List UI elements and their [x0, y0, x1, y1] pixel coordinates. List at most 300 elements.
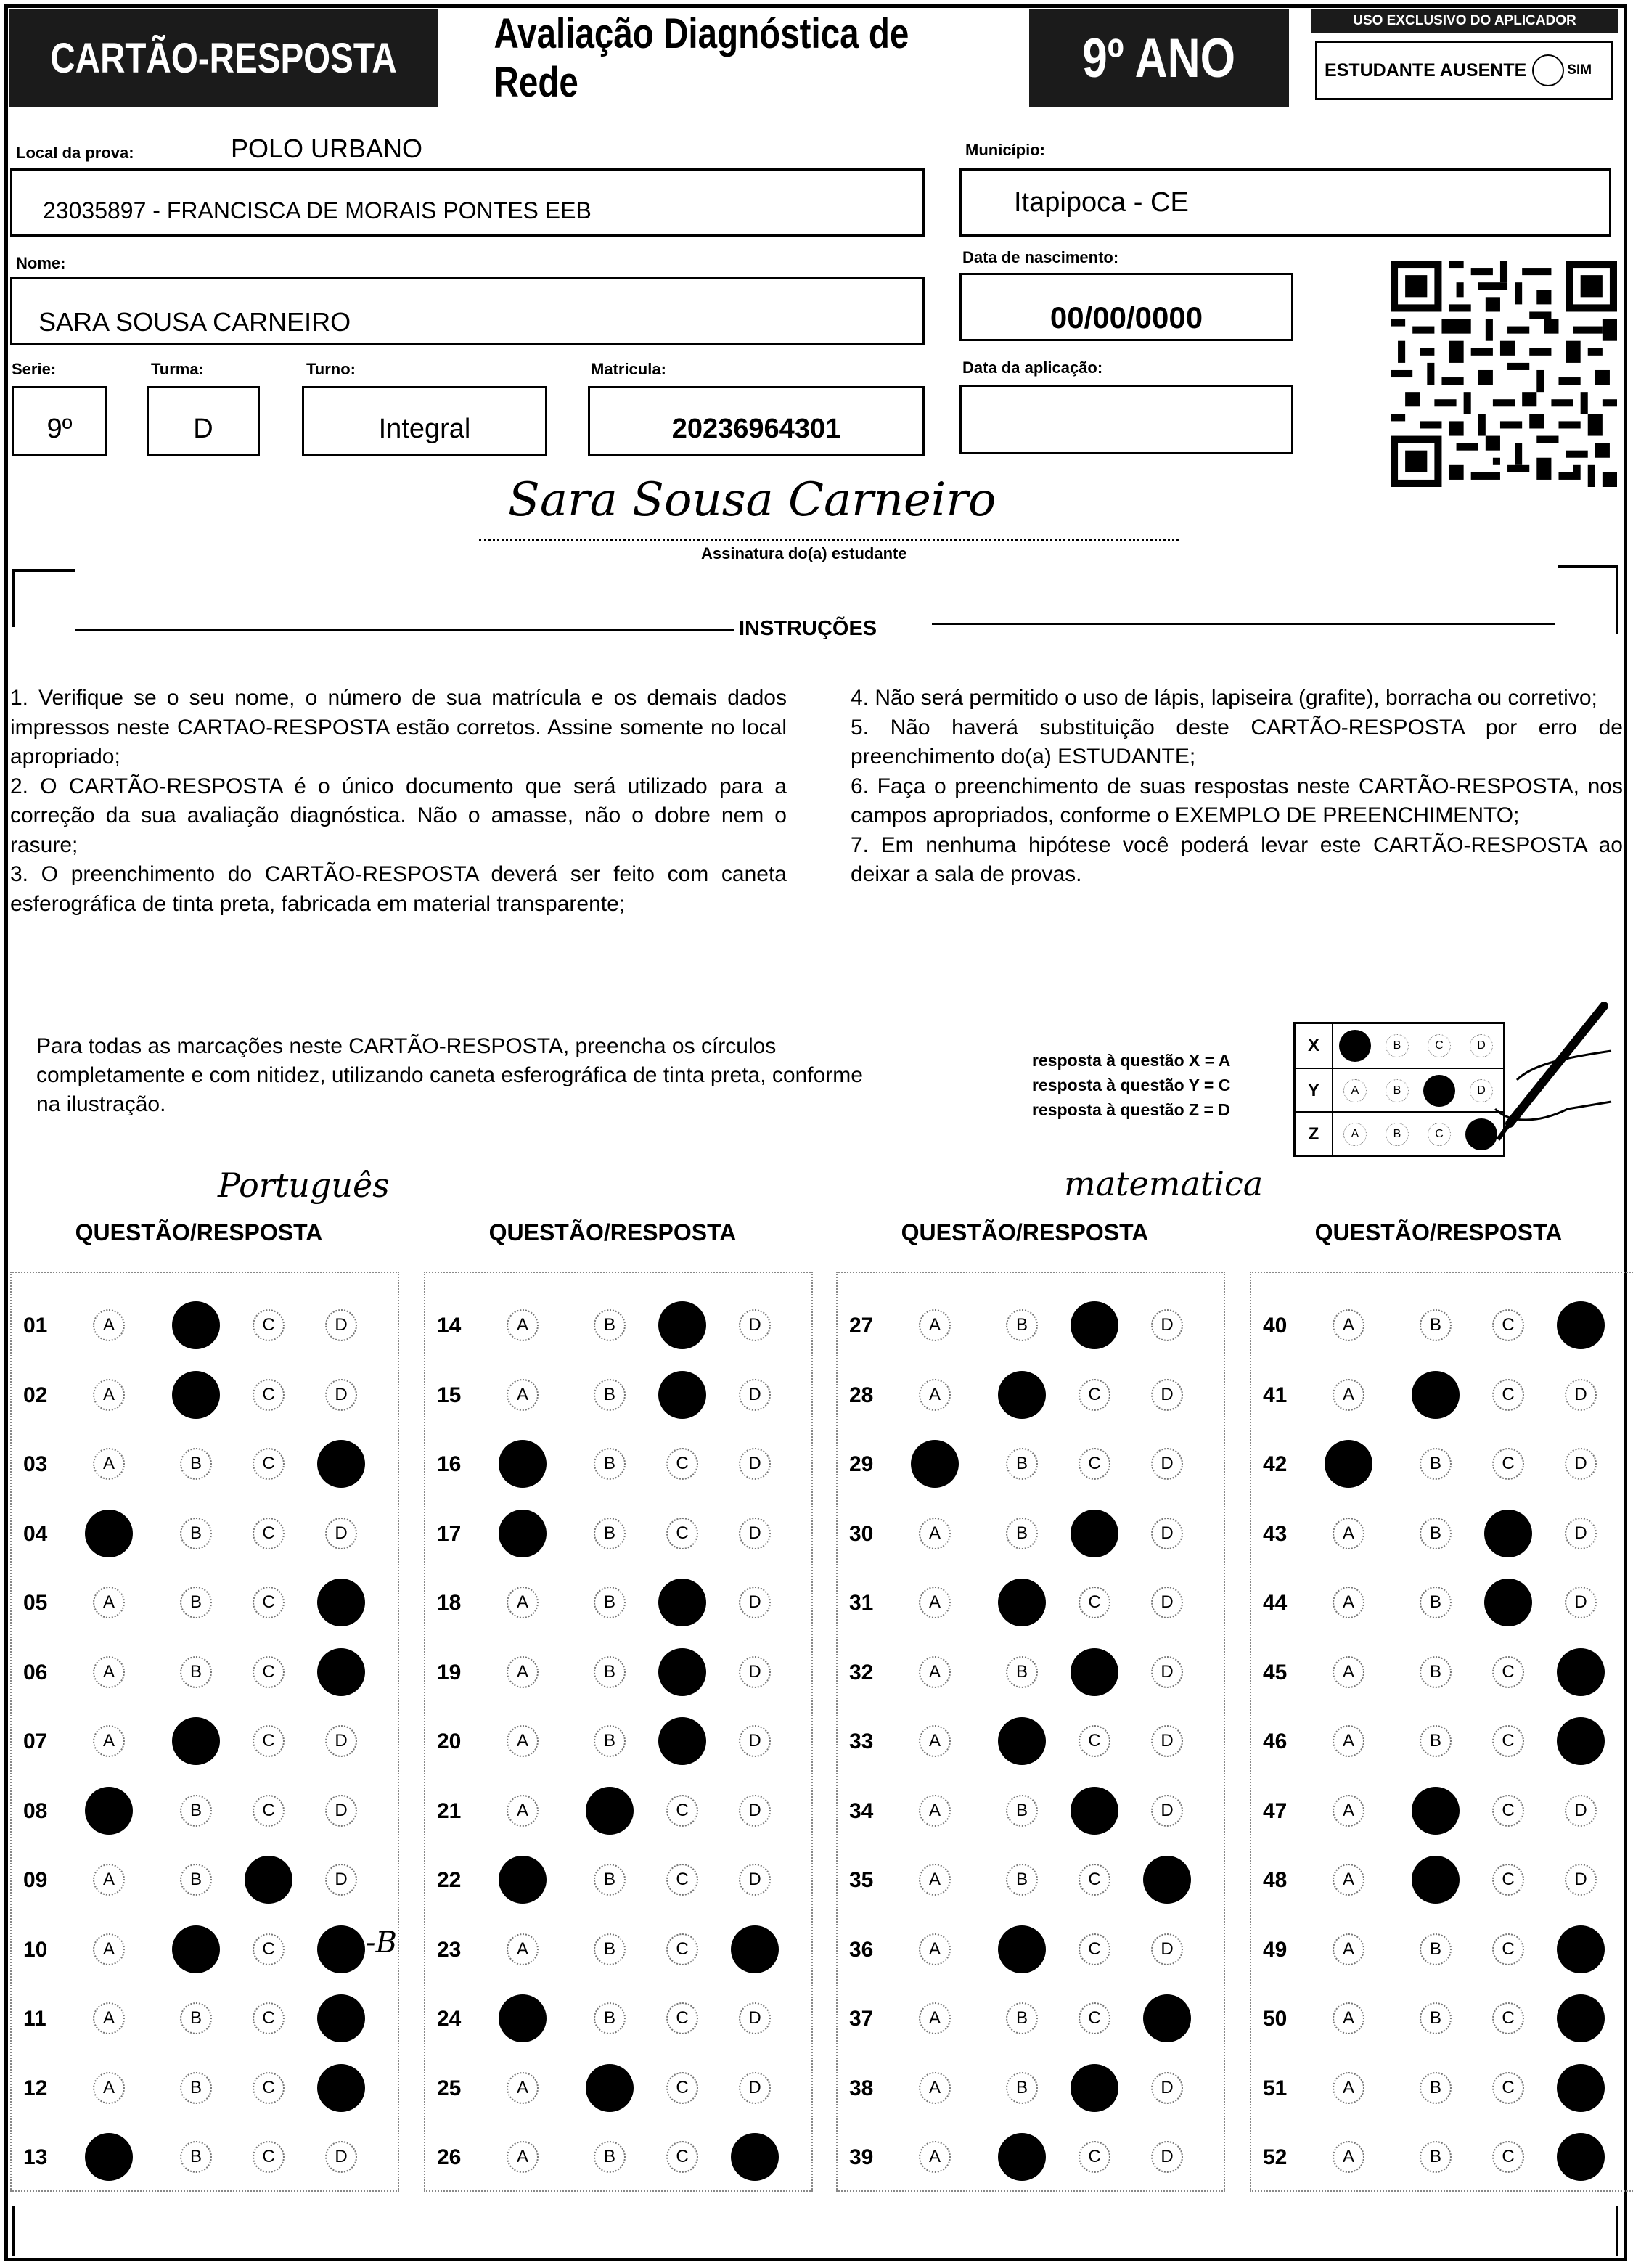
- question-number: 09: [23, 1868, 48, 1892]
- answer-column: [1250, 1272, 1633, 2192]
- option-bubble-c[interactable]: C: [666, 1933, 698, 1965]
- note-portugues: Português: [218, 1166, 390, 1205]
- option-bubble-a[interactable]: A: [1333, 2002, 1364, 2034]
- question-number: 39: [849, 2145, 874, 2169]
- option-bubble-c[interactable]: C: [1079, 2002, 1110, 2034]
- question-number: 21: [437, 1798, 462, 1823]
- option-bubble-c[interactable]: C: [1492, 1864, 1524, 1896]
- question-number: 47: [1263, 1798, 1288, 1823]
- option-bubble-a[interactable]: [85, 1510, 133, 1557]
- absent-checkbox[interactable]: [1532, 54, 1564, 86]
- question-number: 43: [1263, 1521, 1288, 1546]
- question-number: 12: [23, 2076, 48, 2100]
- option-bubble-b[interactable]: B: [1420, 1725, 1452, 1757]
- option-bubble-b[interactable]: [998, 1717, 1046, 1765]
- option-bubble-b[interactable]: B: [1006, 1448, 1038, 1480]
- answer-row: [1251, 1721, 1633, 1764]
- option-bubble-a[interactable]: A: [93, 1864, 125, 1896]
- option-bubble-d[interactable]: D: [1151, 1309, 1183, 1341]
- question-number: 25: [437, 2076, 462, 2100]
- option-bubble-d[interactable]: [731, 1925, 779, 1973]
- option-bubble-c[interactable]: C: [253, 1518, 285, 1549]
- option-bubble-d[interactable]: [1557, 2133, 1605, 2181]
- option-bubble-c[interactable]: C: [253, 1379, 285, 1411]
- option-bubble-b[interactable]: B: [594, 1933, 626, 1965]
- option-bubble-a[interactable]: A: [507, 2141, 539, 2173]
- option-bubble-c[interactable]: C: [666, 1448, 698, 1480]
- question-number: 05: [23, 1591, 48, 1615]
- option-bubble-c[interactable]: C: [1079, 2141, 1110, 2173]
- question-number: 10: [23, 1937, 48, 1962]
- option-bubble-b[interactable]: [172, 1301, 220, 1349]
- question-number: 51: [1263, 2076, 1288, 2100]
- option-bubble-a[interactable]: A: [93, 1379, 125, 1411]
- option-bubble-a[interactable]: A: [919, 1795, 951, 1827]
- option-bubble-d[interactable]: [317, 1440, 365, 1488]
- option-bubble-d[interactable]: D: [739, 1587, 771, 1618]
- option-bubble-b[interactable]: B: [594, 1587, 626, 1618]
- option-bubble-c[interactable]: C: [666, 2002, 698, 2034]
- option-bubble-d[interactable]: D: [1565, 1795, 1597, 1827]
- option-bubble-c[interactable]: C: [253, 1448, 285, 1480]
- option-bubble-c[interactable]: C: [1492, 1725, 1524, 1757]
- question-number: 19: [437, 1660, 462, 1684]
- option-bubble-a[interactable]: A: [919, 2072, 951, 2104]
- option-bubble-b[interactable]: B: [1420, 1309, 1452, 1341]
- question-number: 40: [1263, 1314, 1288, 1338]
- answer-row: [425, 1652, 811, 1695]
- option-bubble-c[interactable]: C: [253, 1309, 285, 1341]
- option-bubble-a[interactable]: A: [1333, 2141, 1364, 2173]
- instructions-title: INSTRUÇÕES: [739, 617, 877, 640]
- question-number: 46: [1263, 1729, 1288, 1753]
- answer-row: [838, 2137, 1224, 2180]
- option-bubble-b[interactable]: B: [1420, 1933, 1452, 1965]
- option-bubble-b[interactable]: B: [180, 2072, 212, 2104]
- option-bubble-a[interactable]: A: [93, 1725, 125, 1757]
- answer-row: [1251, 1859, 1633, 1903]
- option-bubble-a[interactable]: [499, 1510, 547, 1557]
- option-bubble-c[interactable]: C: [1079, 1379, 1110, 1411]
- option-bubble-c[interactable]: C: [1079, 1587, 1110, 1618]
- option-bubble-b[interactable]: B: [594, 2002, 626, 2034]
- option-bubble-b[interactable]: B: [1420, 1448, 1452, 1480]
- option-bubble-d[interactable]: D: [325, 1379, 357, 1411]
- option-bubble-c[interactable]: [1071, 1301, 1118, 1349]
- option-bubble-b[interactable]: B: [180, 1795, 212, 1827]
- option-bubble-b[interactable]: [998, 2133, 1046, 2181]
- option-bubble-d[interactable]: D: [325, 1864, 357, 1896]
- option-bubble-c[interactable]: [1484, 1579, 1532, 1626]
- option-bubble-d[interactable]: D: [325, 1795, 357, 1827]
- option-bubble-d[interactable]: D: [1151, 2141, 1183, 2173]
- option-bubble-c[interactable]: C: [1492, 1795, 1524, 1827]
- option-bubble-b[interactable]: B: [1420, 1587, 1452, 1618]
- answer-row: [12, 1721, 398, 1764]
- nome-label: Nome:: [16, 254, 66, 272]
- answer-row: [1251, 2068, 1633, 2111]
- example-bubble-b: B: [1386, 1034, 1409, 1057]
- option-bubble-c[interactable]: C: [253, 1587, 285, 1618]
- answer-row: [838, 1375, 1224, 1418]
- option-bubble-a[interactable]: A: [1333, 1309, 1364, 1341]
- turma-field: D: [147, 386, 260, 456]
- option-bubble-c[interactable]: C: [253, 1795, 285, 1827]
- option-bubble-a[interactable]: A: [919, 1587, 951, 1618]
- option-bubble-a[interactable]: A: [919, 2002, 951, 2034]
- option-bubble-a[interactable]: [85, 1787, 133, 1835]
- option-bubble-d[interactable]: D: [325, 2141, 357, 2173]
- option-bubble-d[interactable]: D: [1151, 1795, 1183, 1827]
- option-bubble-c[interactable]: [658, 1579, 706, 1626]
- answer-row: [425, 1929, 811, 1973]
- option-bubble-a[interactable]: A: [919, 1725, 951, 1757]
- option-bubble-d[interactable]: D: [1151, 1725, 1183, 1757]
- option-bubble-c[interactable]: C: [1079, 1933, 1110, 1965]
- option-bubble-c[interactable]: C: [666, 2072, 698, 2104]
- option-bubble-a[interactable]: A: [93, 2072, 125, 2104]
- option-bubble-b[interactable]: B: [1006, 1518, 1038, 1549]
- option-bubble-b[interactable]: [1412, 1371, 1460, 1419]
- question-number: 27: [849, 1314, 874, 1338]
- question-number: 08: [23, 1798, 48, 1823]
- option-bubble-d[interactable]: D: [325, 1518, 357, 1549]
- option-bubble-b[interactable]: B: [594, 1448, 626, 1480]
- answer-column: [424, 1272, 813, 2192]
- option-bubble-a[interactable]: A: [1333, 1864, 1364, 1896]
- option-bubble-b[interactable]: B: [594, 1725, 626, 1757]
- option-bubble-a[interactable]: A: [1333, 1379, 1364, 1411]
- option-bubble-d[interactable]: [1557, 1925, 1605, 1973]
- question-number: 11: [23, 2007, 46, 2031]
- option-bubble-a[interactable]: A: [1333, 1933, 1364, 1965]
- instruction-item: 6. Faça o preenchimento de suas respostas neste CARTÃO-RESPOSTA, nos campos apropriados, conforme o EXEMPLO DE PREENCHIMENTO;: [851, 774, 1623, 827]
- option-bubble-a[interactable]: A: [919, 2141, 951, 2173]
- option-bubble-c[interactable]: [658, 1371, 706, 1419]
- option-bubble-c[interactable]: [1071, 1510, 1118, 1557]
- option-bubble-d[interactable]: D: [739, 2002, 771, 2034]
- note-matematica: matematica: [1064, 1164, 1264, 1203]
- option-bubble-b[interactable]: B: [594, 2141, 626, 2173]
- question-number: 02: [23, 1383, 48, 1407]
- option-bubble-d[interactable]: D: [739, 1448, 771, 1480]
- option-bubble-b[interactable]: [172, 1717, 220, 1765]
- aplicacao-field[interactable]: [959, 385, 1293, 454]
- answer-row: [1251, 1513, 1633, 1557]
- qr-code: [1391, 258, 1617, 489]
- option-bubble-a[interactable]: A: [919, 1379, 951, 1411]
- option-bubble-d[interactable]: D: [1151, 1587, 1183, 1618]
- option-bubble-d[interactable]: D: [1565, 1518, 1597, 1549]
- option-bubble-c[interactable]: [658, 1301, 706, 1349]
- option-bubble-d[interactable]: D: [739, 2072, 771, 2104]
- option-bubble-b[interactable]: B: [1006, 1795, 1038, 1827]
- option-bubble-d[interactable]: [1143, 1856, 1191, 1904]
- option-bubble-d[interactable]: [1143, 1994, 1191, 2042]
- option-bubble-a[interactable]: A: [1333, 1587, 1364, 1618]
- option-bubble-a[interactable]: A: [507, 1725, 539, 1757]
- answer-row: [1251, 1444, 1633, 1487]
- option-bubble-d[interactable]: [731, 2133, 779, 2181]
- option-bubble-c[interactable]: C: [1079, 1864, 1110, 1896]
- option-bubble-a[interactable]: A: [93, 1448, 125, 1480]
- option-bubble-c[interactable]: [1484, 1510, 1532, 1557]
- option-bubble-a[interactable]: A: [93, 2002, 125, 2034]
- answer-row: [425, 2137, 811, 2180]
- option-bubble-b[interactable]: B: [1420, 2072, 1452, 2104]
- option-bubble-c[interactable]: C: [1492, 1379, 1524, 1411]
- option-bubble-a[interactable]: [499, 1856, 547, 1904]
- option-bubble-d[interactable]: D: [739, 1795, 771, 1827]
- option-bubble-a[interactable]: A: [507, 2072, 539, 2104]
- option-bubble-a[interactable]: A: [919, 1933, 951, 1965]
- column-title: QUESTÃO/RESPOSTA: [901, 1219, 1149, 1245]
- option-bubble-c[interactable]: [245, 1856, 292, 1904]
- option-bubble-d[interactable]: D: [739, 1309, 771, 1341]
- question-number: 23: [437, 1937, 462, 1962]
- option-bubble-a[interactable]: A: [1333, 1656, 1364, 1688]
- signature-label: Assinatura do(a) estudante: [701, 544, 907, 562]
- option-bubble-c[interactable]: [1071, 1787, 1118, 1835]
- option-bubble-d[interactable]: [1557, 1717, 1605, 1765]
- option-bubble-b[interactable]: B: [180, 2141, 212, 2173]
- option-bubble-d[interactable]: D: [739, 1725, 771, 1757]
- option-bubble-b[interactable]: B: [180, 1587, 212, 1618]
- option-bubble-c[interactable]: C: [666, 1518, 698, 1549]
- option-bubble-c[interactable]: C: [1492, 2072, 1524, 2104]
- answer-row: [12, 1929, 398, 1973]
- question-number: 01: [23, 1314, 48, 1338]
- option-bubble-b[interactable]: B: [180, 1518, 212, 1549]
- option-bubble-b[interactable]: B: [594, 1379, 626, 1411]
- option-bubble-a[interactable]: A: [919, 1656, 951, 1688]
- signature-line: [479, 539, 1179, 541]
- option-bubble-a[interactable]: [85, 2133, 133, 2181]
- answer-row: [12, 1305, 398, 1348]
- option-bubble-b[interactable]: [1412, 1856, 1460, 1904]
- option-bubble-b[interactable]: B: [180, 1656, 212, 1688]
- answer-row: [12, 1998, 398, 2042]
- option-bubble-c[interactable]: [1071, 1648, 1118, 1696]
- option-bubble-a[interactable]: A: [1333, 1725, 1364, 1757]
- instruction-item: 2. O CARTÃO-RESPOSTA é o único documento que será utilizado para a correção da sua avaliação diagnóstica. Não o amasse, não o dobre nem o rasure;: [10, 774, 787, 857]
- option-bubble-d[interactable]: D: [739, 1656, 771, 1688]
- option-bubble-d[interactable]: D: [1151, 1379, 1183, 1411]
- option-bubble-a[interactable]: A: [93, 1656, 125, 1688]
- option-bubble-c[interactable]: C: [666, 1864, 698, 1896]
- question-number: 45: [1263, 1660, 1288, 1684]
- option-bubble-d[interactable]: D: [739, 1864, 771, 1896]
- question-number: 15: [437, 1383, 462, 1407]
- option-bubble-d[interactable]: [317, 1994, 365, 2042]
- option-bubble-a[interactable]: [499, 1440, 547, 1488]
- answer-row: [1251, 1790, 1633, 1834]
- option-bubble-a[interactable]: A: [507, 1587, 539, 1618]
- question-number: 28: [849, 1383, 874, 1407]
- option-bubble-b[interactable]: [998, 1579, 1046, 1626]
- option-bubble-b[interactable]: B: [1420, 1518, 1452, 1549]
- evaluation-title: Avaliação Diagnóstica de Rede: [494, 10, 909, 106]
- option-bubble-b[interactable]: [1412, 1787, 1460, 1835]
- option-bubble-c[interactable]: C: [666, 2141, 698, 2173]
- nascimento-label: Data de nascimento:: [962, 248, 1119, 266]
- option-bubble-b[interactable]: B: [1420, 1656, 1452, 1688]
- option-bubble-d[interactable]: D: [1151, 1656, 1183, 1688]
- option-bubble-b[interactable]: B: [180, 1864, 212, 1896]
- option-bubble-c[interactable]: C: [666, 1795, 698, 1827]
- option-bubble-d[interactable]: D: [1151, 1518, 1183, 1549]
- turno-label: Turno:: [306, 360, 356, 378]
- option-bubble-b[interactable]: B: [1006, 2072, 1038, 2104]
- option-bubble-b[interactable]: B: [1420, 2141, 1452, 2173]
- option-bubble-c[interactable]: C: [1492, 1448, 1524, 1480]
- question-number: 13: [23, 2145, 48, 2169]
- example-row-label: Z: [1296, 1113, 1333, 1156]
- example-bubble-d: D: [1470, 1034, 1493, 1057]
- option-bubble-c[interactable]: C: [253, 1656, 285, 1688]
- option-bubble-d[interactable]: [317, 1579, 365, 1626]
- answer-row: [425, 1582, 811, 1626]
- answer-row: [425, 1375, 811, 1418]
- question-number: 32: [849, 1660, 874, 1684]
- answer-column: [10, 1272, 399, 2192]
- option-bubble-a[interactable]: A: [507, 1379, 539, 1411]
- option-bubble-d[interactable]: [317, 1648, 365, 1696]
- option-bubble-a[interactable]: A: [93, 1587, 125, 1618]
- question-number: 04: [23, 1521, 48, 1546]
- option-bubble-c[interactable]: C: [253, 1725, 285, 1757]
- option-bubble-c[interactable]: C: [1492, 2002, 1524, 2034]
- option-bubble-b[interactable]: B: [594, 1656, 626, 1688]
- answer-row: [12, 1582, 398, 1626]
- option-bubble-a[interactable]: A: [919, 1864, 951, 1896]
- example-bubble-b: B: [1386, 1079, 1409, 1102]
- option-bubble-d[interactable]: [1557, 2064, 1605, 2112]
- option-bubble-c[interactable]: C: [253, 1933, 285, 1965]
- option-bubble-a[interactable]: A: [507, 1309, 539, 1341]
- answer-row: [12, 1790, 398, 1834]
- answer-row: [838, 1859, 1224, 1903]
- answer-row: [838, 2068, 1224, 2111]
- option-bubble-b[interactable]: B: [1006, 2002, 1038, 2034]
- answer-row: [1251, 1998, 1633, 2042]
- question-number: 07: [23, 1729, 48, 1753]
- option-bubble-a[interactable]: A: [93, 1309, 125, 1341]
- question-number: 37: [849, 2007, 874, 2031]
- option-bubble-d[interactable]: [1557, 1994, 1605, 2042]
- option-bubble-b[interactable]: [586, 1787, 634, 1835]
- answer-row: [12, 1859, 398, 1903]
- option-bubble-b[interactable]: B: [1420, 2002, 1452, 2034]
- option-bubble-b[interactable]: B: [594, 1518, 626, 1549]
- option-bubble-b[interactable]: [172, 1925, 220, 1973]
- option-bubble-a[interactable]: A: [919, 1518, 951, 1549]
- option-bubble-b[interactable]: B: [180, 2002, 212, 2034]
- option-bubble-d[interactable]: D: [325, 1725, 357, 1757]
- option-bubble-d[interactable]: D: [1151, 1448, 1183, 1480]
- question-number: 30: [849, 1521, 874, 1546]
- option-bubble-c[interactable]: C: [1079, 1448, 1110, 1480]
- option-bubble-c[interactable]: C: [253, 2002, 285, 2034]
- question-number: 33: [849, 1729, 874, 1753]
- option-bubble-c[interactable]: C: [1492, 2141, 1524, 2173]
- option-bubble-a[interactable]: A: [1333, 2072, 1364, 2104]
- option-bubble-d[interactable]: D: [739, 1379, 771, 1411]
- option-bubble-b[interactable]: B: [1006, 1864, 1038, 1896]
- example-bubble-c: C: [1428, 1034, 1451, 1057]
- option-bubble-c[interactable]: C: [1492, 1309, 1524, 1341]
- option-bubble-b[interactable]: [998, 1371, 1046, 1419]
- option-bubble-a[interactable]: A: [919, 1309, 951, 1341]
- option-bubble-c[interactable]: [658, 1648, 706, 1696]
- option-bubble-a[interactable]: A: [507, 1656, 539, 1688]
- answer-row: [838, 1790, 1224, 1834]
- question-number: 38: [849, 2076, 874, 2100]
- turno-field: Integral: [302, 386, 547, 456]
- option-bubble-a[interactable]: A: [93, 1933, 125, 1965]
- option-bubble-c[interactable]: [658, 1717, 706, 1765]
- option-bubble-b[interactable]: B: [180, 1448, 212, 1480]
- answer-row: [12, 1444, 398, 1487]
- option-bubble-d[interactable]: D: [1565, 1379, 1597, 1411]
- option-bubble-b[interactable]: [172, 1371, 220, 1419]
- example-bubble-a: A: [1343, 1123, 1367, 1146]
- option-bubble-d[interactable]: [317, 1925, 365, 1973]
- option-bubble-d[interactable]: D: [1565, 1587, 1597, 1618]
- option-bubble-c[interactable]: [1071, 2064, 1118, 2112]
- option-bubble-d[interactable]: D: [1565, 1864, 1597, 1896]
- option-bubble-d[interactable]: [317, 2064, 365, 2112]
- answer-row: [425, 1790, 811, 1834]
- option-bubble-d[interactable]: D: [1565, 1448, 1597, 1480]
- option-bubble-c[interactable]: C: [253, 2072, 285, 2104]
- option-bubble-d[interactable]: D: [325, 1309, 357, 1341]
- option-bubble-a[interactable]: [499, 1994, 547, 2042]
- option-bubble-d[interactable]: [1557, 1301, 1605, 1349]
- option-bubble-d[interactable]: D: [1151, 1933, 1183, 1965]
- option-bubble-d[interactable]: D: [739, 1518, 771, 1549]
- answer-row: [12, 1652, 398, 1695]
- option-bubble-c[interactable]: C: [1079, 1725, 1110, 1757]
- corner-tr: [1558, 565, 1618, 634]
- answer-row: [1251, 1305, 1633, 1348]
- option-bubble-a[interactable]: A: [507, 1795, 539, 1827]
- option-bubble-b[interactable]: [998, 1925, 1046, 1973]
- answer-row: [838, 1721, 1224, 1764]
- option-bubble-b[interactable]: B: [594, 1309, 626, 1341]
- applicator-title: USO EXCLUSIVO DO APLICADOR: [1311, 9, 1618, 33]
- question-number: 52: [1263, 2145, 1288, 2169]
- option-bubble-b[interactable]: [586, 2064, 634, 2112]
- option-bubble-b[interactable]: B: [1006, 1656, 1038, 1688]
- option-bubble-c[interactable]: C: [253, 2141, 285, 2173]
- option-bubble-d[interactable]: D: [1151, 2072, 1183, 2104]
- option-bubble-a[interactable]: [911, 1440, 959, 1488]
- option-bubble-d[interactable]: [1557, 1648, 1605, 1696]
- option-bubble-a[interactable]: A: [1333, 1795, 1364, 1827]
- question-number: 35: [849, 1868, 874, 1892]
- option-bubble-c[interactable]: C: [1492, 1656, 1524, 1688]
- option-bubble-a[interactable]: [1325, 1440, 1372, 1488]
- option-bubble-b[interactable]: B: [1006, 1309, 1038, 1341]
- example-bubble-c: C: [1428, 1123, 1451, 1146]
- question-number: 26: [437, 2145, 462, 2169]
- option-bubble-b[interactable]: B: [594, 1864, 626, 1896]
- option-bubble-a[interactable]: A: [507, 1933, 539, 1965]
- option-bubble-c[interactable]: C: [1492, 1933, 1524, 1965]
- option-bubble-a[interactable]: A: [1333, 1518, 1364, 1549]
- answer-row: [1251, 2137, 1633, 2180]
